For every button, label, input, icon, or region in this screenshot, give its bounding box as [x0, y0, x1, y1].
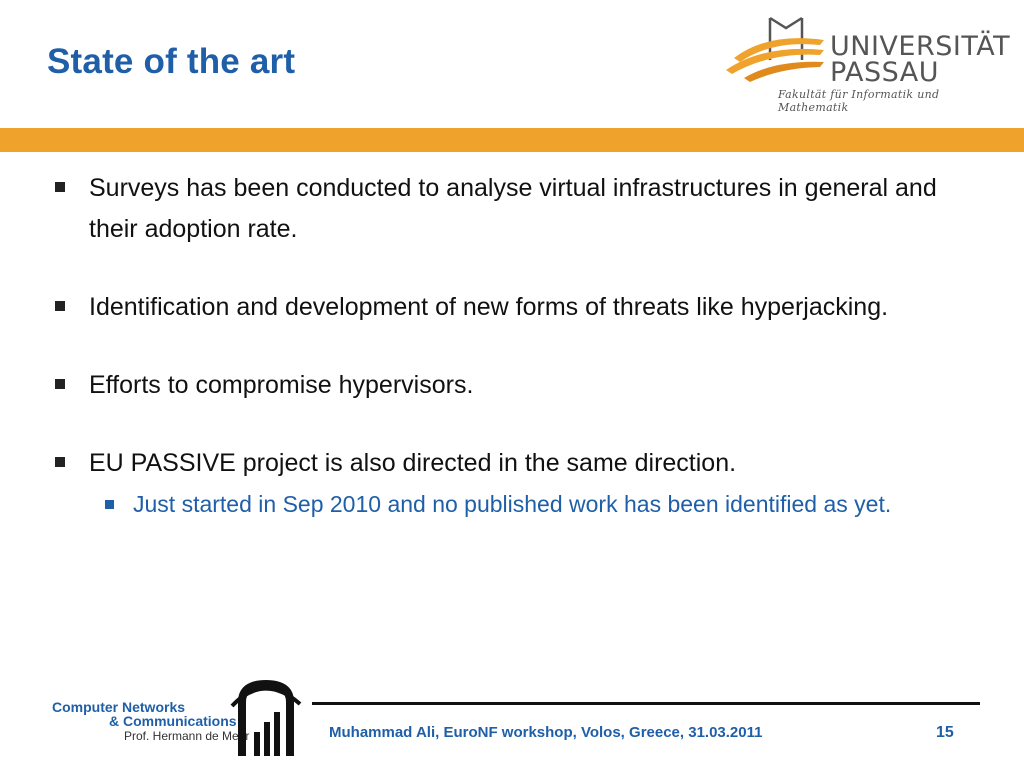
bullet-text: Identification and development of new forms of threats like hyperjacking.: [89, 293, 889, 321]
orange-header-band: [0, 128, 1024, 152]
university-emblem-icon: [724, 14, 834, 86]
square-bullet-icon: [55, 379, 65, 389]
footer-text: Muhammad Ali, EuroNF workshop, Volos, Greece, 31.03.2011: [329, 724, 763, 741]
bullet-text: EU PASSIVE project is also directed in the same direction.: [89, 449, 737, 477]
group-name-line1: Computer Networks: [52, 699, 186, 715]
slide-title: State of the art: [47, 42, 296, 81]
footer-divider: [312, 702, 980, 705]
bullet-text: Efforts to compromise hypervisors.: [89, 371, 474, 399]
group-name-line2: & Communications: [109, 713, 237, 729]
page-number: 15: [936, 724, 954, 741]
sub-bullet-item: [50, 486, 970, 523]
square-sub-bullet-icon: [105, 500, 114, 509]
bullet-item: [50, 365, 970, 406]
sub-bullet-text: Just started in Sep 2010 and no published work has been identified as yet.: [133, 491, 892, 517]
bullet-item: [50, 168, 970, 250]
logo-word-universitat: UNIVERSITÄT: [830, 31, 1011, 62]
arch-bars-icon: [224, 676, 324, 768]
bullet-text: Surveys has been conducted to analyse virtual infrastructures in general and their adoption rate.: [89, 174, 937, 243]
square-bullet-icon: [55, 457, 65, 467]
square-bullet-icon: [55, 182, 65, 192]
logo-word-passau: PASSAU: [830, 57, 940, 88]
bullet-item: [50, 287, 970, 328]
square-bullet-icon: [55, 301, 65, 311]
university-passau-logo: [724, 14, 1011, 114]
slide-content: [50, 168, 970, 523]
professor-name: Prof. Hermann de Meer: [124, 729, 250, 743]
faculty-name: Fakultät für Informatik und Mathematik: [778, 88, 940, 114]
bullet-item: [50, 443, 970, 484]
computer-networks-logo: [46, 676, 326, 768]
